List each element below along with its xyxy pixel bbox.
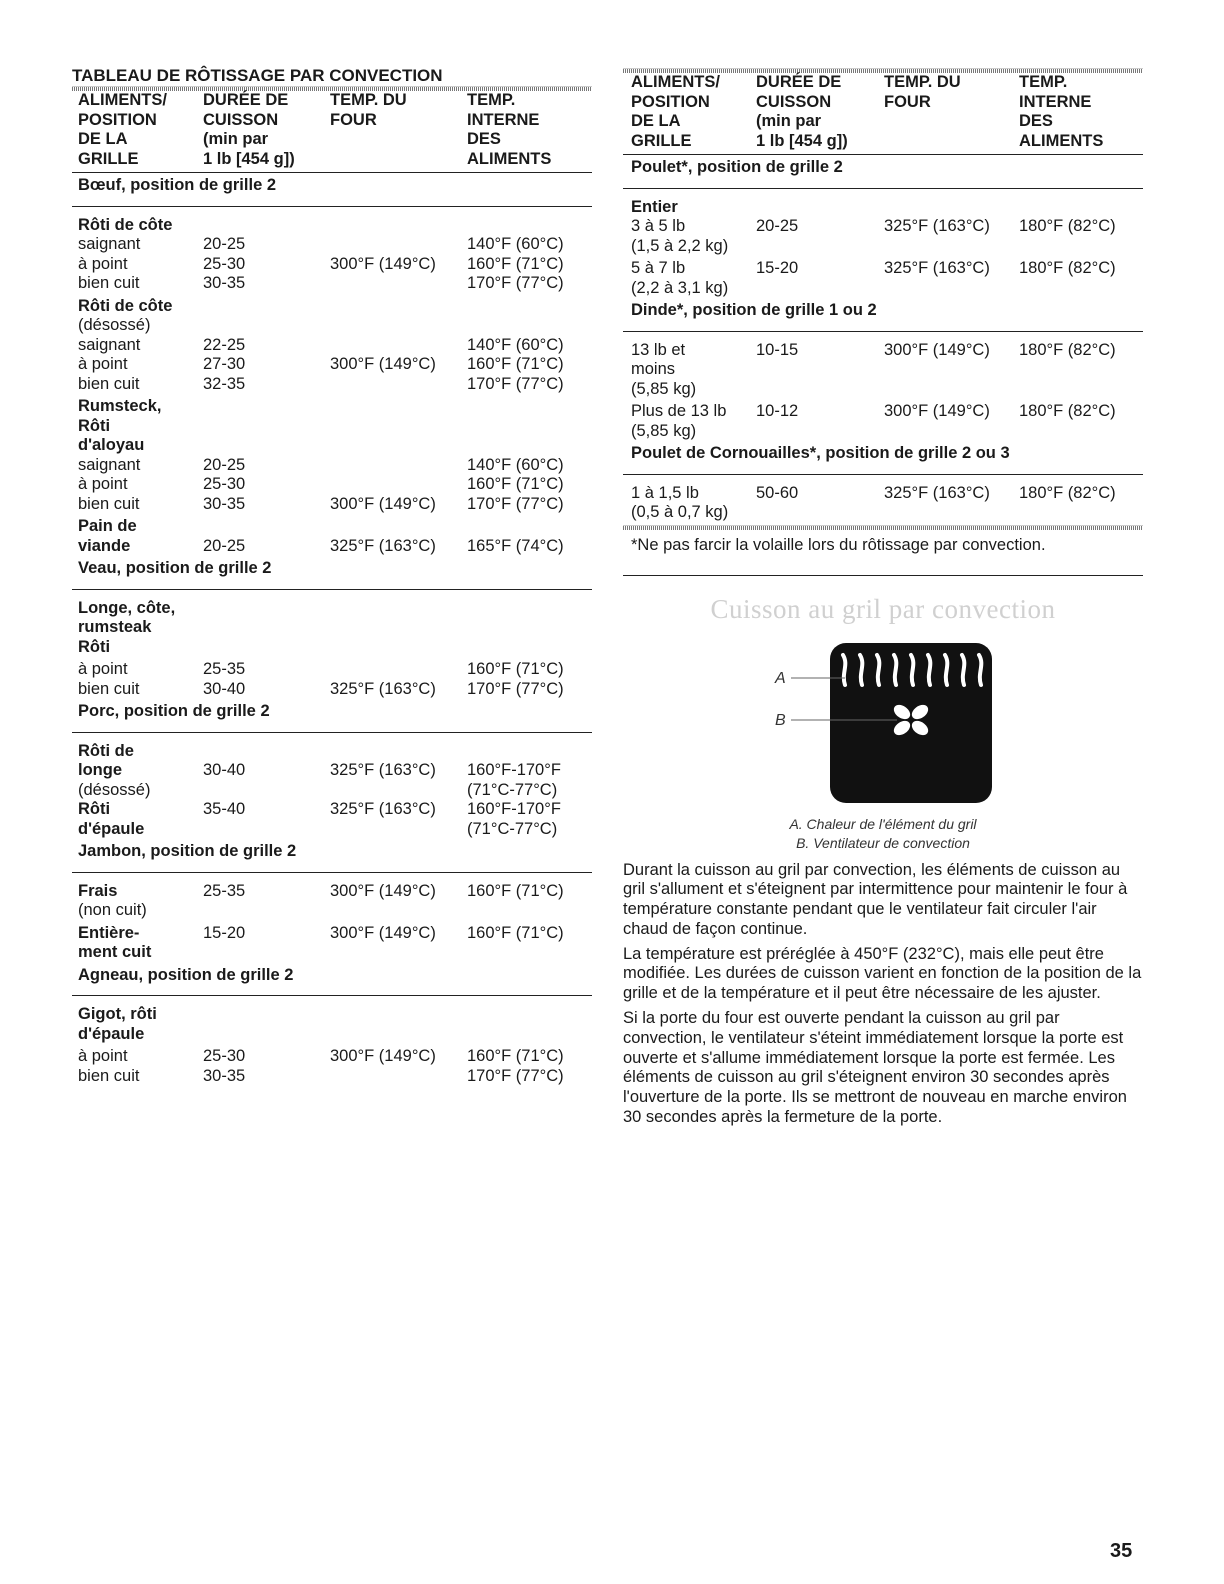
- table-cell: [197, 297, 324, 317]
- table-cell: 22-25: [203, 335, 246, 354]
- table-cell: Longe, côte, rumsteak Rôti: [78, 598, 176, 656]
- table-cell: 30-40: [203, 761, 246, 779]
- table-row: [623, 217, 1143, 259]
- table-cell: [461, 397, 592, 456]
- section-header-row: [623, 155, 1143, 189]
- table-cell: 140°F (60°C): [467, 455, 564, 474]
- right-column: [623, 66, 1143, 1128]
- table-row: [72, 820, 592, 840]
- table-cell: [324, 375, 461, 398]
- table-cell: bien cuit: [78, 374, 140, 393]
- table-cell: 27-30: [203, 355, 246, 373]
- table-cell: 160°F (71°C): [467, 475, 564, 493]
- table-cell: 170°F (77°C): [467, 374, 564, 393]
- table-row: [72, 781, 592, 801]
- oven-diagram: [623, 633, 1143, 813]
- table-cell: 325°F (163°C): [884, 217, 990, 235]
- table-row: [72, 206, 592, 235]
- table-row: [72, 274, 592, 297]
- table-row: [72, 517, 592, 537]
- paragraph: La température est préréglée à 450°F (232°C), mais elle peut être modifiée. Les durées de cuisson varient en fonction de la position de la grille et de la température et il peut être nécessaire de les ajuster.: [623, 944, 1142, 1003]
- table-cell: 160°F (71°C): [467, 355, 564, 373]
- column-header: DURÉE DE CUISSON (min par 1 lb [454 g]): [748, 73, 876, 155]
- table-cell: Rôti de: [78, 741, 134, 760]
- table-cell: 15-20: [756, 259, 799, 277]
- section-header-row: [72, 173, 592, 207]
- table-row: [72, 355, 592, 375]
- table-row: [623, 259, 1143, 298]
- table-cell: 325°F (163°C): [884, 483, 990, 502]
- table-cell: [461, 517, 592, 537]
- table-header: [623, 73, 1143, 155]
- table-cell: Gigot, rôti d'épaule: [78, 1005, 157, 1043]
- table-cell: 180°F (82°C): [1019, 402, 1116, 420]
- footnote: *Ne pas farcir la volaille lors du rôtissage par convection.: [631, 535, 1046, 554]
- table-cell: [197, 206, 324, 235]
- table-header: [72, 91, 592, 173]
- table-row: [72, 589, 592, 660]
- table-cell: Entier: [631, 197, 678, 216]
- table-row: [72, 297, 592, 317]
- table-cell: bien cuit: [78, 494, 140, 513]
- table-cell: (71°C-77°C): [467, 780, 558, 799]
- section-heading: Cuisson au gril par convection: [710, 593, 1056, 624]
- table-cell: 1 à 1,5 lb (0,5 à 0,7 kg): [631, 483, 729, 521]
- table-row: [72, 1067, 592, 1087]
- table-cell: 15-20: [203, 923, 246, 942]
- table-row: [623, 474, 1143, 523]
- section-header-row: [72, 556, 592, 589]
- table-body: [72, 173, 592, 1087]
- table-cell: 160°F (71°C): [467, 254, 564, 273]
- paragraph: Durant la cuisson au gril par convection, les éléments de cuisson au gril s'allument et s'éteignent par intermittence pour maintenir le four à température constante pendant que le ventilateur fait circuler l'air chaud de façon continue.: [623, 860, 1128, 938]
- table-cell: [876, 188, 1011, 217]
- column-header: DURÉE DE CUISSON (min par 1 lb [454 g]): [197, 91, 324, 173]
- table-cell: [324, 316, 461, 336]
- table-cell: saignant: [78, 455, 141, 474]
- table-cell: longe: [78, 761, 122, 779]
- table-cell: [324, 235, 461, 255]
- table-cell: [324, 336, 461, 356]
- table-cell: 140°F (60°C): [467, 335, 564, 354]
- table-title: TABLEAU DE RÔTISSAGE PAR CONVECTION: [72, 66, 443, 85]
- table-cell: [461, 316, 592, 336]
- table-row: [72, 456, 592, 476]
- page-number: 35: [1110, 1540, 1133, 1562]
- table-cell: [197, 589, 324, 660]
- table-cell: 325°F (163°C): [330, 761, 436, 779]
- table-row: [623, 188, 1143, 217]
- table-cell: [324, 1067, 461, 1087]
- table-cell: [324, 517, 461, 537]
- table-cell: 300°F (149°C): [330, 355, 436, 373]
- section-title: Jambon, position de grille 2: [72, 839, 592, 872]
- table-cell: Rôti de côte: [78, 215, 173, 234]
- table-cell: [461, 996, 592, 1048]
- table-cell: 180°F (82°C): [1019, 483, 1116, 502]
- table-row: [72, 397, 592, 456]
- column-header: TEMP. INTERNE DES ALIMENTS: [461, 91, 592, 173]
- table-cell: [197, 901, 324, 924]
- table-cell: [324, 475, 461, 495]
- table-cell: [1011, 188, 1143, 217]
- table-cell: 25-30: [203, 254, 246, 273]
- table-cell: (non cuit): [78, 901, 147, 919]
- section-header-row: [72, 699, 592, 732]
- table-cell: 170°F (77°C): [467, 494, 564, 513]
- broil-figure: [623, 633, 1143, 813]
- table-cell: 300°F (149°C): [330, 254, 436, 273]
- convection-roast-table: [72, 91, 592, 1086]
- table-cell: [197, 732, 324, 761]
- label-b: B: [775, 711, 786, 729]
- table-cell: 30-35: [203, 274, 246, 292]
- table-row: [72, 901, 592, 924]
- table-cell: Entière- ment cuit: [78, 923, 152, 961]
- table-cell: saignant: [78, 235, 141, 253]
- table-cell: 170°F (77°C): [467, 274, 564, 292]
- dotted-rule: [623, 525, 1143, 530]
- section-header-row: [623, 441, 1143, 474]
- divider: [623, 575, 1143, 576]
- body-text: [623, 861, 1143, 1128]
- table-cell: viande: [78, 536, 131, 555]
- table-cell: à point: [78, 1047, 128, 1065]
- table-cell: à point: [78, 355, 128, 373]
- table-cell: (désossé): [78, 780, 151, 799]
- table-cell: 3 à 5 lb (1,5 à 2,2 kg): [631, 217, 729, 255]
- table-cell: [324, 901, 461, 924]
- left-column: [72, 66, 592, 1086]
- table-cell: bien cuit: [78, 1066, 140, 1085]
- table-cell: [324, 456, 461, 476]
- table-cell: 300°F (149°C): [330, 494, 436, 513]
- table-cell: 160°F (71°C): [467, 1047, 564, 1065]
- table-cell: 30-40: [203, 679, 246, 698]
- table-cell: 20-25: [203, 235, 246, 253]
- table-cell: 30-35: [203, 494, 246, 513]
- table-cell: [461, 206, 592, 235]
- table-cell: [197, 781, 324, 801]
- column-header: ALIMENTS/ POSITION DE LA GRILLE: [623, 73, 748, 155]
- table-row: [72, 255, 592, 275]
- section-header-row: [72, 963, 592, 996]
- table-cell: [748, 188, 876, 217]
- table-row: [72, 660, 592, 680]
- table-cell: 170°F (77°C): [467, 1066, 564, 1085]
- figure-caption: [623, 815, 1143, 853]
- column-header: TEMP. DU FOUR: [324, 91, 461, 173]
- table-cell: à point: [78, 475, 128, 493]
- table-cell: Rôti de côte: [78, 296, 173, 315]
- table-cell: 165°F (74°C): [467, 536, 564, 555]
- table-cell: 20-25: [203, 455, 246, 474]
- caption-a: A. Chaleur de l'élément du gril: [789, 815, 977, 832]
- table-cell: Pain de: [78, 517, 137, 535]
- table-cell: Rôti: [78, 800, 111, 818]
- table-cell: 13 lb et moins (5,85 kg): [631, 340, 697, 398]
- table-cell: [324, 732, 461, 761]
- table-cell: 10-12: [756, 402, 799, 420]
- table-cell: 170°F (77°C): [467, 679, 564, 698]
- section-header-row: [72, 839, 592, 872]
- table-row: [72, 680, 592, 700]
- table-cell: [197, 517, 324, 537]
- table-row: [72, 495, 592, 518]
- table-cell: 160°F-170°F: [467, 800, 561, 818]
- section-title: Porc, position de grille 2: [72, 699, 592, 732]
- table-cell: [197, 996, 324, 1048]
- table-cell: [324, 206, 461, 235]
- table-cell: 5 à 7 lb (2,2 à 3,1 kg): [631, 259, 729, 297]
- section-title: Dinde*, position de grille 1 ou 2: [623, 298, 1143, 331]
- table-cell: 325°F (163°C): [330, 679, 436, 698]
- table-cell: [324, 589, 461, 660]
- table-cell: 300°F (149°C): [884, 340, 990, 359]
- table-cell: 30-35: [203, 1066, 246, 1085]
- table-row: [72, 924, 592, 963]
- table-row: [72, 1047, 592, 1067]
- table-cell: [461, 901, 592, 924]
- section-title: Poulet*, position de grille 2: [623, 155, 1143, 189]
- table-row: [72, 761, 592, 781]
- table-cell: 300°F (149°C): [330, 923, 436, 942]
- table-cell: d'épaule: [78, 819, 145, 838]
- section-header-row: [623, 298, 1143, 331]
- table-row: [623, 402, 1143, 441]
- table-cell: 50-60: [756, 483, 799, 502]
- paragraph: Si la porte du four est ouverte pendant la cuisson au gril par convection, le ventilateur s'éteint immédiatement lorsque la porte est ouverte et s'allume immédiatement lorsque la porte est fermée. Les éléments de cuisson au gril s'éteignent environ 30 secondes après l'ouverture de la porte. Ils se mettront de nouveau en marche environ 30 secondes après la fermeture de la porte.: [623, 1009, 1127, 1127]
- table-cell: 25-30: [203, 475, 246, 493]
- table-cell: [324, 297, 461, 317]
- table-cell: 10-15: [756, 340, 799, 359]
- table-cell: [324, 781, 461, 801]
- table-cell: [324, 397, 461, 456]
- table-cell: 160°F (71°C): [467, 923, 564, 942]
- caption-b: B. Ventilateur de convection: [796, 834, 970, 851]
- table-cell: 325°F (163°C): [330, 536, 436, 555]
- table-cell: 300°F (149°C): [330, 1047, 436, 1065]
- table-cell: 25-35: [203, 881, 246, 900]
- section-title: Veau, position de grille 2: [72, 556, 592, 589]
- table-cell: 25-30: [203, 1047, 246, 1065]
- section-title: Agneau, position de grille 2: [72, 963, 592, 996]
- table-cell: [324, 274, 461, 297]
- table-cell: [197, 397, 324, 456]
- table-cell: 25-35: [203, 660, 246, 678]
- label-a: A: [775, 669, 786, 687]
- section-title: Poulet de Cornouailles*, position de grille 2 ou 3: [623, 441, 1143, 474]
- table-cell: à point: [78, 660, 128, 678]
- table-row: [72, 996, 592, 1048]
- table-cell: [461, 589, 592, 660]
- table-cell: 300°F (149°C): [330, 881, 436, 900]
- table-cell: [461, 297, 592, 317]
- table-cell: [461, 732, 592, 761]
- table-cell: 140°F (60°C): [467, 235, 564, 253]
- table-cell: 35-40: [203, 800, 246, 818]
- poultry-roast-table: [623, 73, 1143, 523]
- table-cell: 160°F-170°F: [467, 761, 561, 779]
- section-title: Bœuf, position de grille 2: [72, 173, 592, 207]
- column-header: TEMP. INTERNE DES ALIMENTS: [1011, 73, 1143, 155]
- table-row: [72, 872, 592, 901]
- table-cell: [197, 820, 324, 840]
- table-row: [623, 331, 1143, 402]
- table-cell: 20-25: [203, 536, 246, 555]
- table-cell: 180°F (82°C): [1019, 259, 1116, 277]
- table-cell: 325°F (163°C): [330, 800, 436, 818]
- table-cell: Frais: [78, 881, 118, 900]
- table-cell: 160°F (71°C): [467, 881, 564, 900]
- table-cell: 180°F (82°C): [1019, 340, 1116, 359]
- column-header: TEMP. DU FOUR: [876, 73, 1011, 155]
- column-header: ALIMENTS/ POSITION DE LA GRILLE: [72, 91, 197, 173]
- table-row: [72, 475, 592, 495]
- table-cell: [324, 820, 461, 840]
- table-body: [623, 155, 1143, 523]
- table-row: [72, 537, 592, 557]
- table-cell: 300°F (149°C): [884, 402, 990, 420]
- table-row: [72, 316, 592, 336]
- table-cell: 32-35: [203, 374, 246, 393]
- table-cell: 325°F (163°C): [884, 259, 990, 277]
- table-cell: [197, 316, 324, 336]
- table-cell: Plus de 13 lb (5,85 kg): [631, 402, 727, 440]
- table-cell: (71°C-77°C): [467, 819, 558, 838]
- table-row: [72, 375, 592, 398]
- table-cell: 20-25: [756, 217, 799, 235]
- table-cell: 180°F (82°C): [1019, 217, 1116, 235]
- table-cell: saignant: [78, 335, 141, 354]
- table-cell: (désossé): [78, 316, 151, 334]
- table-cell: bien cuit: [78, 274, 140, 292]
- table-cell: [324, 660, 461, 680]
- table-cell: 160°F (71°C): [467, 660, 564, 678]
- table-cell: Rumsteck, Rôti d'aloyau: [78, 397, 162, 454]
- table-cell: bien cuit: [78, 679, 140, 698]
- table-row: [72, 336, 592, 356]
- table-row: [72, 732, 592, 761]
- table-row: [72, 235, 592, 255]
- table-cell: à point: [78, 254, 128, 273]
- table-row: [72, 800, 592, 820]
- table-cell: [324, 996, 461, 1048]
